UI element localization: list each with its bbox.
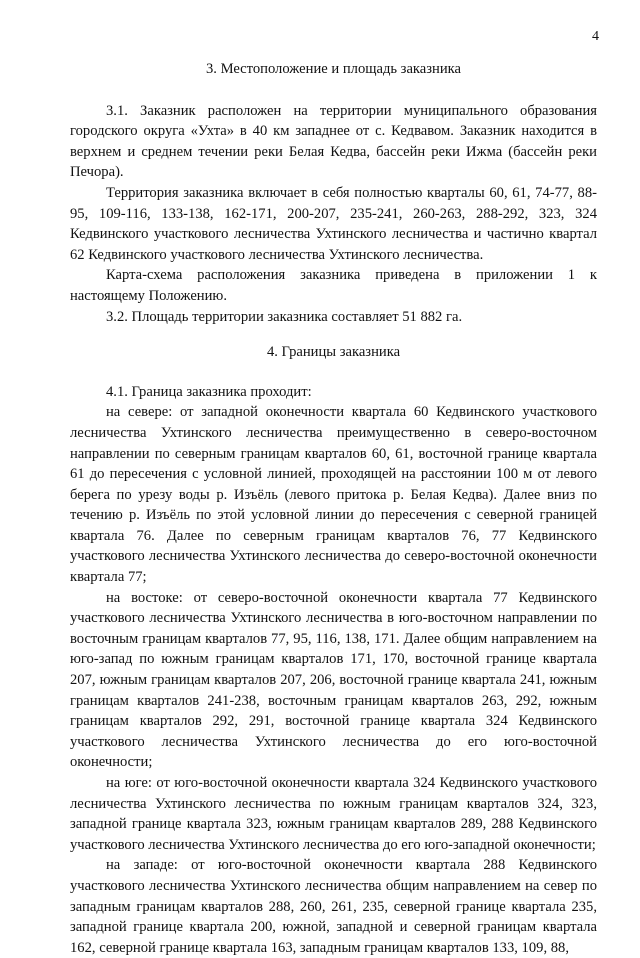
section-3-heading: 3. Местоположение и площадь заказника xyxy=(205,61,462,77)
paragraph-south-boundary: на юге: от юго-восточной оконечности квартала 324 Кедвинского участкового лесничества Ухтинского лесничества по южным границам кварталов 324, 323, западной границе квартала 323, южным границам кварталов 289, 288 Кедвинского участкового лесничества Ухтинского лесничества до его юго-западной оконечности; xyxy=(70,775,597,853)
paragraph-west-boundary: на западе: от юго-восточной оконечности квартала 288 Кедвинского участкового лесничества Ухтинского лесничества общим направлением на север по западным границам кварталов 288, 260, 261, 235, северной границе квартала 235, западной границе квартала 200, южной, западной и северной границам квартала 162, северной границе квартала 163, западным границам кварталов 133, 109, 88, xyxy=(70,857,597,956)
document-body xyxy=(70,59,597,958)
paragraph-4-1: 4.1. Граница заказника проходит: xyxy=(106,383,312,400)
paragraph-north-boundary: на севере: от западной оконечности квартала 60 Кедвинского участкового лесничества Ухтинского лесничества преимущественно в северо-восточном направлении по северным границам кварталов 60, 61, восточной границе квартала 61 до пересечения с условной линией, проходящей на расстоянии 100 м от левого берега по урезу воды р. Изъёль (левого притока р. Белая Кедва). Далее вниз по течению р. Изъёль по этой условной линии до пересечения с северной границей квартала 76. Далее по северным границам кварталов 76, 77 Кедвинского участкового лесничества Ухтинского лесничества до северо-восточной оконечности квартала 77; xyxy=(70,404,597,586)
paragraph-3-1: 3.1. Заказник расположен на территории муниципального образования городского округа «Ухта» в 40 км западнее от с. Кедвавом. Заказник находится в верхнем и среднем течении реки Белая Кедва, бассейн реки Ижма (бассейн реки Печора). xyxy=(70,102,597,181)
paragraph-east-boundary: на востоке: от северо-восточной оконечности квартала 77 Кедвинского участкового лесничества Ухтинского лесничества в юго-восточном направлении по восточным границам кварталов 77, 95, 116, 138, 171. Далее общим направлением на юго-запад по южным границам кварталов 171, 170, восточной границе квартала 207, южным границам кварталов 207, 206, восточной границе квартала 241, южным границам кварталов 241-238, восточным границам кварталов 263, 292, южным границам кварталов 292, 291, восточной границе квартала 324 Кедвинского участкового лесничества Ухтинского лесничества до его юго-восточной оконечности; xyxy=(70,589,597,771)
paragraph-territory: Территория заказника включает в себя полностью кварталы 60, 61, 74-77, 88-95, 109-116, 133-138, 162-171, 200-207, 235-241, 260-263, 288-292, 323, 324 Кедвинского участкового лесничества Ухтинского лесничества и частично квартал 62 Кедвинского участкового лесничества Ухтинского лесничества. xyxy=(70,184,597,263)
section-4-heading: 4. Границы заказника xyxy=(266,344,401,361)
page-number: 4 xyxy=(592,29,599,44)
paragraph-map-reference: Карта-схема расположения заказника приведена в приложении 1 к настоящему Положению. xyxy=(70,267,597,304)
paragraph-3-2: 3.2. Площадь территории заказника составляет 51 882 га. xyxy=(106,308,463,325)
